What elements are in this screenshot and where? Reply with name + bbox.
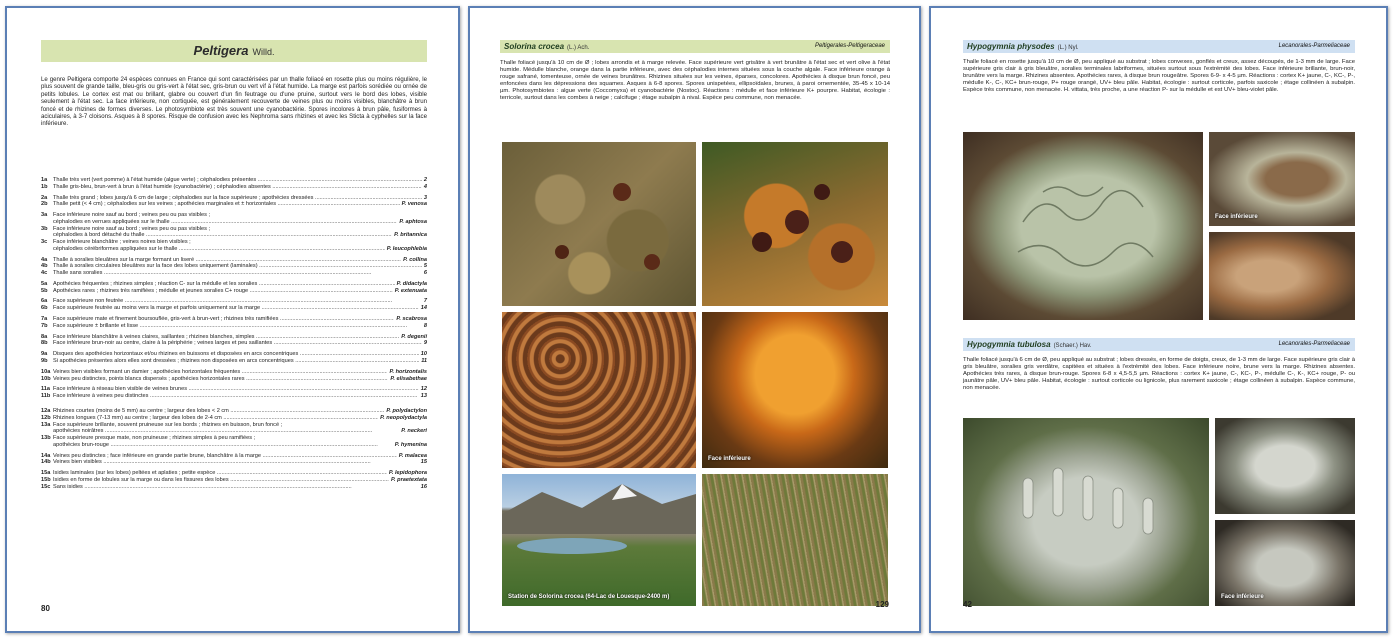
species-name: Solorina crocea — [504, 42, 565, 51]
key-result: 3 — [423, 194, 427, 201]
key-result: 6 — [423, 270, 427, 276]
key-code: 7b — [41, 322, 48, 329]
key-entry — [41, 239, 427, 252]
key-entry — [41, 453, 427, 460]
key-code: 10a — [41, 368, 51, 375]
key-entry — [41, 393, 427, 400]
key-text: Face supérieure feutrée au moins vers la marge et parfois uniquement sur la marge ..... — [53, 305, 419, 312]
key-text: Veines peu distinctes, points blancs dispersés ; apothécies horizontales rares ..... — [53, 376, 388, 383]
key-entry — [41, 201, 427, 208]
species-name-tubulosa: Hypogymnia tubulosa — [967, 340, 1051, 349]
description-tubulosa: Thalle foliacé jusqu'à 6 cm de Ø, peu appliqué au substrat ; lobes dressés, en forme de doigts, creux, de 1-3 mm de large. Face supérieure gris clair à gris bleuâtre, soralies gris verdâtre, capitées et situées à l'extrémité des lobes. Face inférieure noire, brune vers la marge. Rhizines absentes. Apothécies très rares, à disque brun-rouge. Spores 6-8 x 4,5-5,5 µm. Réactions : cortex K+ jaune, C-, KC-, P-, médulle C-, K-, KC+ rouge, P- ou jaunâtre pâle, UV+ bleu pâle. Habitat, écologie : surtout corticole ou lignicole, plus rarement saxicole ; étage collinéen à subalpin. Espèce commune, non menacée. — [963, 357, 1355, 392]
key-entry — [41, 263, 427, 270]
key-entry — [41, 369, 427, 376]
key-text: Face supérieure mate et finement boursouflée, gris-vert à brun-vert ; rhizines très ramifiées ..... — [53, 316, 394, 323]
key-entry — [41, 477, 427, 484]
key-entry — [41, 334, 427, 341]
key-continuation: céphalodies en verrues appliquées sur le thalle ..... — [53, 219, 397, 226]
key-code: 2b — [41, 201, 48, 208]
key-result: P. hymenina — [394, 441, 427, 448]
key-result: P. praetextata — [391, 476, 427, 483]
key-code: 9a — [41, 351, 48, 358]
caption-face-inferieure-2: Face inférieure — [1221, 594, 1264, 600]
genus-title-band — [41, 40, 427, 62]
key-code: 3c — [41, 239, 48, 245]
key-result: P. neckeri — [401, 428, 427, 435]
genus-intro: Le genre Peltigera comporte 24 espèces connues en France qui sont caractérisées par un thalle foliacé en rosette plus ou moins régulière, le plus souvent de grande taille, bleu-gris ou gris-vert à l'état sec, gris-brun ou vert vif à l'état humide. La marge est parfois sorédiée ou ornée de petits lobules. Le cortex est mat ou brillant, glabre ou couvert d'un fin feutrage ou d'une pruine, surtout vers le bord des lobes, visible seulement à l'état sec. La face inférieure, non cortiquée, est généralement recouverte de veines plus ou moins visibles, blanchâtre à brun foncé et de rhizines de formes diverses. Le photosymbiote est très souvent une cyanobactérie. Spores incolores à brun pâle, fusiformes à aciculaires, à 3-7 cloisons. Asques à 8 spores. Risque de confusion avec les Nephroma sans rhizines et avec les Sticta à cyphelles sur la face inférieure. — [41, 76, 427, 128]
key-result: 10 — [420, 351, 427, 358]
photo-station-lake — [502, 474, 696, 606]
key-text: Rhizines courtes (moins de 5 mm) au centre ; largeur des lobes < 2 cm ..... — [53, 408, 384, 415]
key-text: Face supérieure non feutrée ..... — [53, 298, 422, 305]
key-code: 3a — [41, 212, 48, 219]
key-result: P. extenuata — [394, 287, 427, 294]
key-result: P. scabrosa — [396, 316, 427, 323]
key-result: 2 — [423, 177, 427, 183]
page-number: 129 — [875, 600, 889, 609]
key-code: 8b — [41, 340, 48, 347]
key-text: Veines bien visibles ..... — [53, 459, 419, 466]
key-code: 4b — [41, 263, 48, 270]
key-text: Face inférieure brun-noir au centre, claire à la périphérie ; veines larges et peu saillantes ..... — [53, 340, 422, 347]
photo-thallus-dry — [502, 142, 696, 306]
key-code: 11b — [41, 393, 51, 400]
photo-physodes-underside — [1209, 132, 1355, 226]
key-entry — [41, 459, 427, 466]
key-text: Apothécies fréquentes ; rhizines simples ; réaction C- sur la médulle et les soralies ..... — [53, 281, 395, 288]
caption-face-inferieure: Face inférieure — [708, 456, 751, 462]
key-code: 3b — [41, 225, 48, 232]
key-result: 8 — [423, 322, 427, 329]
key-result: P. malacea — [398, 452, 427, 459]
key-result: 11 — [421, 357, 427, 364]
key-text: Isidies en forme de lobules sur la marge ou dans les fissures des lobes ..... — [53, 477, 389, 484]
key-text: Si apothécies présentes alors elles sont dressées ; rhizines non disposées en arcs concentriques ..... — [53, 358, 419, 365]
key-code: 5a — [41, 280, 48, 287]
key-entry — [41, 484, 427, 491]
key-text: Face inférieure blanchâtre ; veines noires bien visibles ; — [53, 239, 191, 245]
key-result: 16 — [420, 483, 427, 490]
page-number: 80 — [41, 604, 50, 613]
key-text: Face supérieure brillante, souvent pruineuse sur les bords ; rhizines en buisson, brun foncé ; — [53, 421, 283, 428]
key-code: 14b — [41, 459, 51, 466]
photo-tubulosa-underside — [1215, 520, 1355, 606]
key-result: P. polydactylon — [386, 408, 427, 415]
key-code: 11a — [41, 386, 51, 393]
key-entry — [41, 408, 427, 415]
key-entry — [41, 351, 427, 358]
key-result: 4 — [423, 183, 427, 190]
key-entry — [41, 470, 427, 477]
key-text: Face inférieure noire sauf au bord ; veines peu ou pas visibles ; — [53, 212, 211, 219]
description-physodes: Thalle foliacé en rosette jusqu'à 10 cm de Ø, peu appliqué au substrat ; lobes convexes, gonflés et creux, assez découpés, de 1-3 mm de large. Face supérieure gris clair à gris bleuâtre, soralies terminales labriformes, situées surtout sous l'extrémité des lobes. Face inférieure brillante, brun-noir, brunâtre vers la marge. Rhizines absentes. Apothécies rares, à disque brun rougeâtre. Spores 6-9- x 4-5 µm. Réactions : cortex K+ jaune, C-, KC-, P-, médulle K-, C-, KC+ brun-rouge, P+ rouge orangé, UV+ bleu pâle. Habitat, écologie : surtout corticole, parfois saxicole ; étage collinéen à subalpin. Espèce très commune, non menacée. H. vittata, très proche, a une réaction P- sur la médulle et est UV+ bleu-violet pâle. — [963, 59, 1355, 94]
key-code: 7a — [41, 316, 48, 323]
key-code: 5b — [41, 287, 48, 294]
key-entry — [41, 226, 427, 239]
species-name-physodes: Hypogymnia physodes — [967, 42, 1055, 51]
key-code: 1a — [41, 177, 48, 183]
key-result: P. venosa — [401, 201, 427, 208]
key-result: P. britannica — [394, 232, 427, 239]
key-entry — [41, 195, 427, 202]
key-result: 15 — [420, 459, 427, 466]
key-text: Thalle à soralies bleuâtres sur la marge formant un liseré ..... — [53, 257, 401, 264]
key-code: 13a — [41, 421, 51, 428]
lobe-texture — [502, 142, 696, 306]
species-author: (L.) Ach. — [567, 45, 590, 51]
key-entry — [41, 323, 427, 330]
key-continuation: apothécies noirâtres ..... — [53, 428, 399, 435]
key-text: Apothécies rares ; rhizines très ramifiées ; médulle et jeunes soralies C+ rouge ..... — [53, 288, 393, 295]
family-name-tubulosa: Lecanorales-Parmeliaceae — [1278, 341, 1350, 347]
key-code: 14a — [41, 452, 51, 459]
genus-author: Willd. — [252, 47, 275, 57]
key-code: 6b — [41, 305, 48, 312]
photo-colony — [502, 312, 696, 468]
page-hypogymnia — [929, 6, 1388, 633]
key-continuation: céphalodies cérébriformes appliquées sur le thalle ..... — [53, 246, 385, 253]
key-entry — [41, 358, 427, 365]
key-code: 9b — [41, 357, 48, 364]
page-peltigera-key — [5, 6, 460, 633]
key-code: 12b — [41, 414, 51, 421]
key-continuation: apothécies brun-rouge ..... — [53, 442, 393, 449]
key-code: 4a — [41, 256, 48, 263]
key-entry — [41, 415, 427, 422]
key-result: P. aphtosa — [399, 218, 427, 225]
key-result: 14 — [420, 305, 427, 312]
key-entry — [41, 298, 427, 305]
genus-title: Peltigera — [193, 43, 249, 58]
key-text: Face supérieure presque mate, non pruineuse ; rhizines simples à peu ramifiées ; — [53, 435, 256, 442]
key-code: 6a — [41, 298, 48, 305]
key-entry — [41, 340, 427, 347]
key-code: 1b — [41, 183, 48, 190]
key-text: Face inférieure noire sauf au bord ; veines peu ou pas visibles ; — [53, 225, 211, 232]
key-entry — [41, 184, 427, 191]
key-result: P. lepidophora — [388, 470, 427, 477]
key-code: 2a — [41, 194, 48, 201]
key-text: Veines peu distinctes ; face inférieure en grande partie brune, blanchâtre à la marge ..... — [53, 453, 397, 460]
key-code: 12a — [41, 408, 51, 415]
photo-tubulosa-thallus — [963, 418, 1209, 606]
key-result: P. elisabethae — [390, 375, 427, 382]
key-entry — [41, 288, 427, 295]
key-entry — [41, 316, 427, 323]
key-code: 15c — [41, 483, 51, 490]
species-description: Thalle foliacé jusqu'à 10 cm de Ø ; lobes arrondis et à marge relevée. Face supérieure vert grisâtre à vert brunâtre à l'état sec et vert olive à l'état humide. Médulle blanche, orange dans la partie inférieure, avec des céphalodies internes situées sous la couche algale. Face inférieure orange à rouge safrané, tomenteuse, ornée de veines brunâtres. Rhizines situées sur les veines, éparses, concolores. Apothécies à disque brun foncé, peu enfoncées dans les dépressions des squames. Asques à 6-8 spores. Spores unispetées, ellipsoïdales, brunes, à paroi ornementée, 35-45 x 10-14 µm. Photosymbiotes : algue verte (Coccomyxa) et cyanobactérie (Nostoc). Réactions : médulle et face inférieure K+ pourpre. Habitat, écologie : terricole, surtout dans les combes à neige ; calcifuge ; étage subalpin à nival. Espèce peu commune, non menacée. — [500, 60, 890, 102]
key-entry — [41, 257, 427, 264]
key-result: 9 — [423, 340, 427, 347]
key-entry — [41, 281, 427, 288]
key-text: Veines bien visibles formant un damier ; apothécies horizontales fréquentes ..... — [53, 369, 387, 376]
key-text: Sans isidies ..... — [53, 484, 419, 491]
species-author-tubulosa: (Schaer.) Hav. — [1053, 343, 1092, 349]
key-code: 15a — [41, 470, 51, 477]
caption-face-inferieure-1: Face inférieure — [1215, 214, 1258, 220]
key-entry — [41, 422, 427, 435]
species-band-physodes — [963, 40, 1355, 53]
species-band-tubulosa — [963, 338, 1355, 351]
finger-lobes — [963, 418, 1209, 606]
key-code: 4c — [41, 270, 48, 276]
photo-tubulosa-lobes — [1215, 418, 1355, 514]
key-result: 13 — [420, 393, 427, 400]
lobe-pattern — [963, 132, 1203, 320]
page-number: 42 — [963, 600, 972, 609]
species-band — [500, 40, 890, 53]
key-result: P. leucophlebia — [386, 245, 427, 252]
key-result: 12 — [420, 386, 427, 393]
key-result: P. didactyla — [396, 280, 427, 287]
key-entry — [41, 212, 427, 225]
key-code: 10b — [41, 375, 51, 382]
key-result: 5 — [423, 263, 427, 270]
family-name-physodes: Lecanorales-Parmeliaceae — [1278, 43, 1350, 49]
key-text: Thalle très vert (vert pomme) à l'état humide (algue verte) ; céphalodies présentes ..... — [53, 177, 422, 184]
key-text: Face supérieure ± brillante et lisse ..... — [53, 323, 422, 330]
key-text: Face inférieure blanchâtre à veines claires, saillantes ; rhizines blanches, simples ..... — [53, 334, 399, 341]
key-entry — [41, 386, 427, 393]
key-result: P. degenii — [401, 333, 427, 340]
apothecia-marks — [702, 142, 888, 306]
page-solorina-crocea — [468, 6, 921, 633]
key-text: Thalle sans soralies ..... — [53, 270, 422, 277]
key-entry — [41, 270, 427, 277]
key-result: P. horizontalis — [389, 368, 427, 375]
key-text: Isidies laminales (sur les lobes) peltées et aplaties ; petite espèce ..... — [53, 470, 387, 477]
landscape-shapes — [502, 474, 696, 606]
key-text: Thalle à soralies circulaires bleuâtres sur la face des lobes uniquement (laminales) ..... — [53, 263, 422, 270]
key-result: 7 — [423, 298, 427, 305]
species-author-physodes: (L.) Nyl. — [1057, 45, 1079, 51]
key-entry — [41, 305, 427, 312]
key-continuation: céphalodies à bord détaché du thalle ..... — [53, 232, 392, 239]
key-code: 8a — [41, 333, 48, 340]
key-text: Thalle gris-bleu, brun-vert à brun à l'état humide (cyanobactérie) ; céphalodies absentes ..... — [53, 184, 422, 191]
photo-physodes-soralia — [1209, 232, 1355, 320]
key-text: Disques des apothécies horizontaux et/ou rhizines en buissons et disposées en arcs concentriques ..... — [53, 351, 419, 358]
key-result: P. collina — [403, 256, 427, 263]
caption-station: Station de Solorina crocea (64-Lac de Louesque-2400 m) — [508, 594, 670, 600]
photo-underside — [702, 312, 888, 468]
key-code: 13b — [41, 435, 51, 442]
photo-habitat-grass — [702, 474, 888, 606]
photo-thallus-apothecia — [702, 142, 888, 306]
identification-key — [41, 177, 427, 490]
key-entry — [41, 177, 427, 184]
key-text: Rhizines longues (7-13 mm) au centre ; largeur des lobes de 2-4 cm ..... — [53, 415, 378, 422]
key-code: 15b — [41, 476, 51, 483]
photo-physodes-rosette — [963, 132, 1203, 320]
key-entry — [41, 376, 427, 383]
key-text: Face inférieure à veines peu distinctes ..... — [53, 393, 419, 400]
key-result: P. neopolydactyla — [380, 414, 427, 421]
key-text: Thalle petit (< 4 cm) ; céphalodies sur les veines ; apothécies marginales et ± horizontales ..... — [53, 201, 400, 208]
key-entry — [41, 435, 427, 448]
family-name: Peltigerales-Peltigeraceae — [814, 43, 885, 49]
key-text: Thalle très grand ; lobes jusqu'à 6 cm de large ; céphalodies sur la face supérieure ; apothécies dressées ..... — [53, 195, 422, 202]
key-text: Face inférieure à réseau bien visible de veines brunes ..... — [53, 386, 419, 393]
